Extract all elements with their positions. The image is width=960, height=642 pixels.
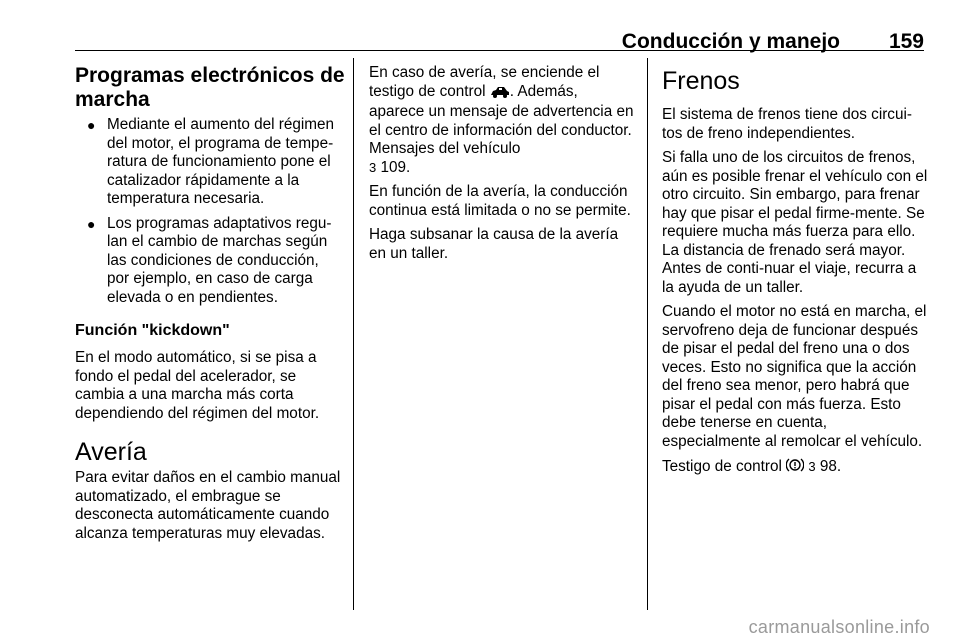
paragraph-workshop: Haga subsanar la causa de la avería en un taller. bbox=[369, 226, 619, 262]
paragraph-brake-indicator bbox=[662, 457, 928, 479]
paragraph-kickdown: En el modo automático, si se pisa a fondo el pedal del acelerador, se cambia a una marcha más corta dependiendo del régimen del motor. bbox=[75, 349, 320, 422]
header-rule bbox=[75, 50, 924, 51]
column-2 bbox=[369, 64, 634, 269]
paragraph-averia: Para evitar daños en el cambio manual automatizado, el embrague se desconecta automáticamente cuando alcanza temperaturas muy elevadas. bbox=[75, 469, 341, 542]
paragraph-limited-driving: En función de la avería, la conducción continua está limitada o no se permite. bbox=[369, 183, 631, 219]
text-fragment: . Además, aparece un mensaje de advertencia en el centro de información del conductor. Mensajes del vehículo bbox=[369, 82, 634, 157]
section-heading-programs: Programas electrónicos de marcha bbox=[75, 64, 345, 111]
column-1 bbox=[75, 64, 345, 549]
car-warning-icon bbox=[490, 85, 510, 104]
bullet-list bbox=[75, 116, 345, 307]
list-item bbox=[75, 116, 345, 209]
paragraph-brake-failure: Si falla uno de los circuitos de frenos, aún es posible frenar el vehículo con el otro circuito. Sin embargo, para frenar hay que pisar el pedal firme-mente. Se requiere mucha más fuerza para ello. La distancia de frenado será mayor. Antes de conti-nuar el viaje, recurra a la ayuda de un taller. bbox=[662, 149, 928, 296]
bullet-text: Los programas adaptativos regu-lan el cambio de marchas según las condiciones de conducción, por ejemplo, en caso de carga elevada o en pendientes. bbox=[107, 214, 332, 306]
header-title: Conducción y manejo bbox=[621, 30, 840, 53]
section-heading-averia: Avería bbox=[75, 438, 147, 466]
paragraph-warning bbox=[369, 64, 634, 177]
page-number: 159 bbox=[888, 30, 924, 53]
subheading-kickdown: Función "kickdown" bbox=[75, 322, 230, 339]
page-reference[interactable]: 98. bbox=[819, 458, 842, 475]
column-3 bbox=[662, 64, 928, 485]
list-item bbox=[75, 215, 345, 308]
bullet-text: Mediante el aumento del régimen del motor, el programa de tempe-ratura de funcionamiento pone el catalizador rápidamente a la temperatura necesaria. bbox=[107, 116, 335, 207]
column-divider-2 bbox=[647, 58, 648, 610]
watermark: carmanualsonline.info bbox=[748, 617, 930, 637]
page-ref-arrow-icon: 3 bbox=[808, 459, 816, 474]
column-divider-1 bbox=[353, 58, 354, 610]
page-ref-arrow-icon: 3 bbox=[369, 159, 377, 175]
paragraph-brake-circuits: El sistema de frenos tiene dos circui-tos de freno independientes. bbox=[662, 106, 912, 142]
paragraph-servo: Cuando el motor no está en marcha, el servofreno deja de funcionar después de pisar el pedal del freno una o dos veces. Esto no significa que la acción del freno sea menor, pero habrá que pisar el pedal con más fuerza. Esto debe tenerse en cuenta, especialmente al remolcar el vehículo. bbox=[662, 303, 927, 450]
text-fragment: Testigo de control bbox=[662, 458, 782, 475]
bullet-dot: ● bbox=[87, 117, 96, 133]
section-heading-frenos: Frenos bbox=[662, 67, 740, 95]
text-fragment: En caso de avería, se enciende el testigo de control bbox=[369, 64, 600, 100]
page-reference[interactable]: 109. bbox=[380, 158, 411, 176]
brake-warning-icon bbox=[786, 457, 804, 479]
bullet-dot: ● bbox=[87, 215, 96, 232]
